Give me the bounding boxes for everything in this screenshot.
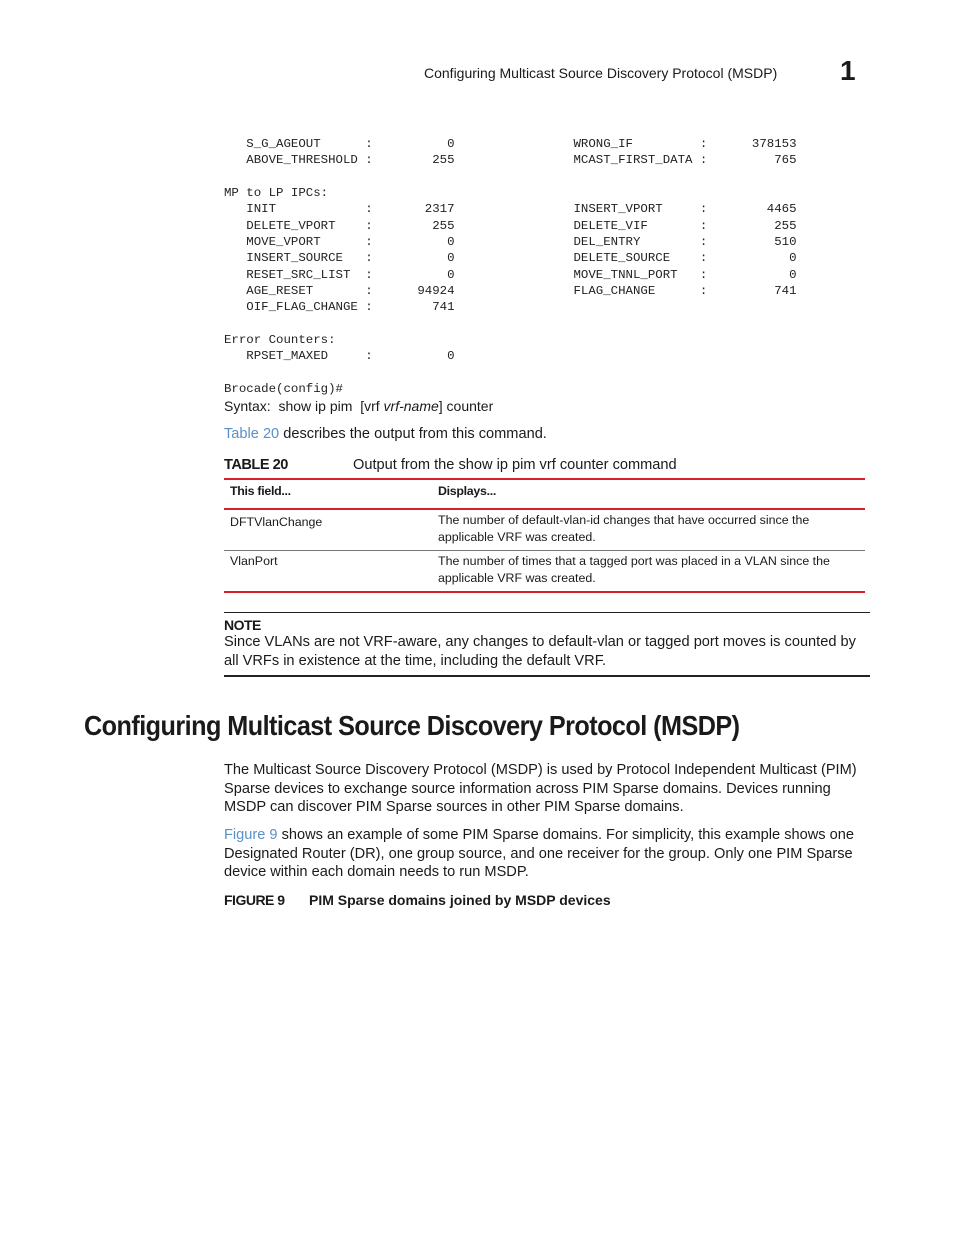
table-20-link[interactable]: Table 20 <box>224 426 280 442</box>
note-box <box>224 612 870 677</box>
table-reference-text: describes the output from this command. <box>279 426 547 442</box>
table-header-displays: Displays... <box>432 479 865 509</box>
syntax-bracket-open: [ <box>360 398 365 414</box>
syntax-tail: counter <box>446 398 494 414</box>
note-title: NOTE <box>224 617 261 633</box>
msdp-intro-paragraph: The Multicast Source Discovery Protocol (MSDP) is used by Protocol Independent Multicast (PIM) Sparse devices to exchange source information across PIM Sparse domains. Devices running MSDP can discover PIM Sparse sources in other PIM Sparse domains. <box>224 762 857 816</box>
table-reference-paragraph <box>224 425 547 444</box>
table-caption <box>224 457 864 473</box>
caption-post: command <box>608 457 677 473</box>
note-text: Since VLANs are not VRF-aware, any changes to default-vlan or tagged port moves is counted by all VRFs in existence at the time, including the default VRF. <box>224 634 856 669</box>
running-header-title: Configuring Multicast Source Discovery Protocol (MSDP) <box>424 65 778 81</box>
table-label: TABLE 20 <box>224 457 288 473</box>
table-header-row <box>224 479 865 509</box>
table-cell-description: The number of default-vlan-id changes that have occurred since the applicable VRF was created. <box>432 509 865 551</box>
syntax-line <box>224 398 493 414</box>
syntax-keyword: vrf <box>364 398 380 414</box>
table-header-field: This field... <box>224 479 432 509</box>
table-row <box>224 509 865 551</box>
figure-title: PIM Sparse domains joined by MSDP devices <box>309 892 611 908</box>
output-fields-table <box>224 478 865 593</box>
table-cell-field: VlanPort <box>224 551 432 593</box>
syntax-variable: vrf-name <box>383 398 439 414</box>
figure-caption <box>224 892 611 908</box>
table-cell-description: The number of times that a tagged port was placed in a VLAN since the applicable VRF was created. <box>432 551 865 593</box>
command-output-code-block: S_G_AGEOUT : 0 WRONG_IF : 378153 ABOVE_THRESHOLD : 255 MCAST_FIRST_DATA : 765 MP to LP IPCs: INIT : 2317 INSERT_VPORT : 4465 DELETE_VPORT : 255 DELETE_VIF : 255 MOVE_VPORT : 0 DEL_ENTRY : 510 INSERT_SOURCE : 0 DELETE_SOURCE : 0 RESET_SRC_LIST : 0 MOVE_TNNL_PORT : 0 AGE_RESET : 94924 FLAG_CHANGE : 741 OIF_FLAG_CHANGE : 741 Error Counters: RPSET_MAXED : 0 Brocade(config)# <box>224 137 797 397</box>
table-cell-field: DFTVlanChange <box>224 509 432 551</box>
caption-pre: Output from the <box>353 457 459 473</box>
section-heading: Configuring Multicast Source Discovery Protocol (MSDP) <box>84 710 740 741</box>
figure-label: FIGURE 9 <box>224 892 285 908</box>
caption-command: show ip pim vrf counter <box>458 457 609 473</box>
syntax-command: show ip pim <box>278 398 353 414</box>
table-row <box>224 551 865 593</box>
figure-reference-text: shows an example of some PIM Sparse domains. For simplicity, this example shows one Designated Router (DR), one group source, and one receiver for the group. Only one PIM Sparse device within each domain needs to run MSDP. <box>224 827 854 881</box>
chapter-number: 1 <box>840 55 856 86</box>
syntax-bracket-close: ] <box>438 398 443 414</box>
table-caption-text <box>353 457 677 473</box>
syntax-label: Syntax: <box>224 398 271 414</box>
figure-reference-paragraph <box>224 826 870 882</box>
figure-9-link[interactable]: Figure 9 <box>224 827 278 843</box>
